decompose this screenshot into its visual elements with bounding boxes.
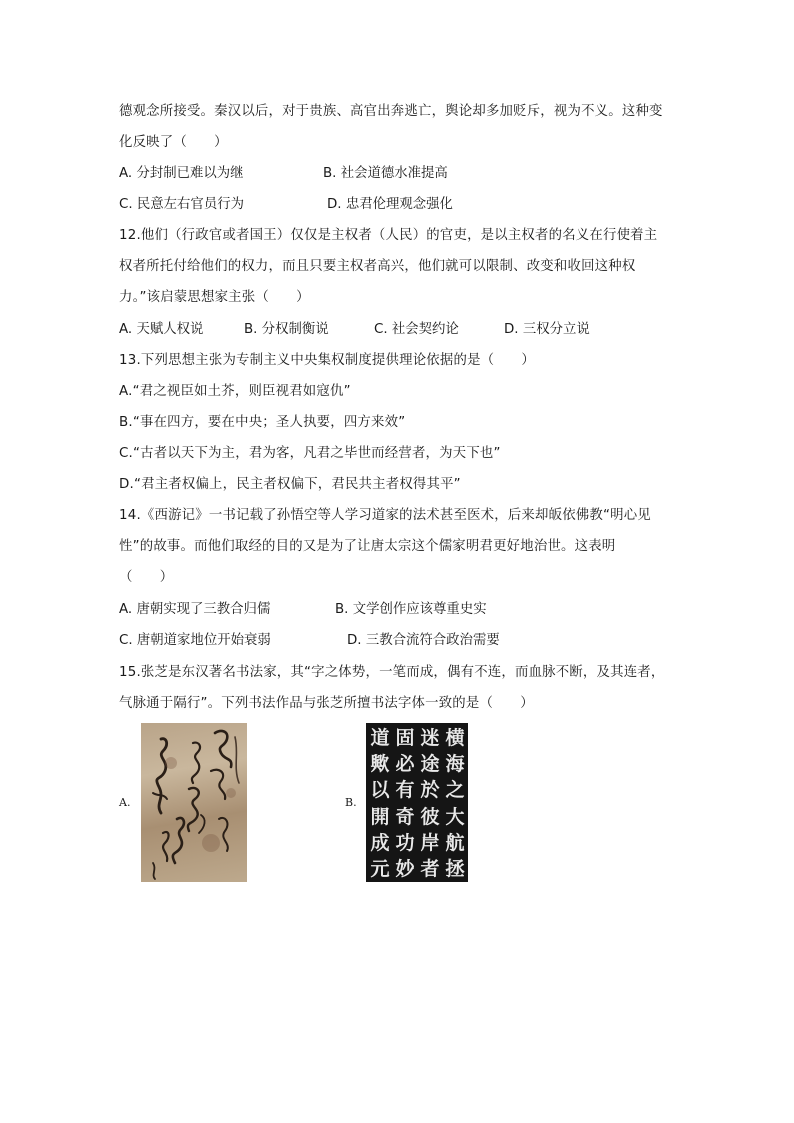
stele-character: 者	[420, 858, 440, 881]
stele-character: 有	[395, 779, 415, 802]
q14-text-line-2: 性”的故事。而他们取经的目的又是为了让唐太宗这个儒家明君更好地治世。这表明	[119, 539, 616, 554]
q12-option-c[interactable]: C. 社会契约论	[374, 322, 459, 337]
stele-character: 奇	[395, 805, 415, 828]
q13-option-c[interactable]: C.“古者以天下为主，君为客，凡君之毕世而经营者，为天下也”	[119, 446, 501, 461]
stele-column-1	[444, 725, 466, 882]
stele-character: 航	[445, 831, 465, 854]
stele-character: 開	[370, 805, 390, 828]
q15-text-line-1: 15.张芝是东汉著名书法家，其“字之体势，一笔而成，偶有不连，而血脉不断，及其连者，	[119, 665, 665, 680]
stele-character: 固	[395, 727, 415, 749]
stele-character: 功	[395, 831, 415, 854]
q14-option-b[interactable]: B. 文学创作应该尊重史实	[335, 602, 487, 617]
stele-character: 途	[420, 753, 440, 776]
q12-option-a[interactable]: A. 天赋人权说	[119, 322, 204, 337]
q12-option-d[interactable]: D. 三权分立说	[504, 322, 590, 337]
stele-character: 岸	[420, 831, 440, 854]
stele-character: 必	[395, 753, 415, 776]
q12-option-b[interactable]: B. 分权制衡说	[244, 322, 329, 337]
cursive-calligraphy-image[interactable]	[141, 723, 247, 882]
q14-option-d[interactable]: D. 三教合流符合政治需要	[347, 633, 500, 648]
stele-column-3	[394, 725, 416, 882]
stele-character: 於	[420, 779, 440, 802]
stele-character: 道	[370, 727, 390, 749]
q11-option-c[interactable]: C. 民意左右官员行为	[119, 197, 244, 212]
stele-character: 成	[370, 831, 390, 854]
stele-character: 之	[445, 779, 465, 802]
q13-option-a[interactable]: A.“君之视臣如土芥，则臣视君如寇仇”	[119, 384, 351, 399]
stele-character: 拯	[445, 858, 465, 881]
q11-text-line-1: 德观念所接受。秦汉以后，对于贵族、高官出奔逃亡，舆论却多加贬斥，视为不义。这种变	[119, 104, 663, 119]
stele-character: 大	[445, 805, 465, 828]
stele-character: 海	[445, 753, 465, 776]
q14-option-c[interactable]: C. 唐朝道家地位开始衰弱	[119, 633, 271, 648]
q11-option-d[interactable]: D. 忠君伦理观念强化	[327, 197, 453, 212]
stele-character: 元	[370, 858, 390, 881]
q15-option-a-label[interactable]: A.	[119, 796, 131, 809]
q15-option-b-label[interactable]: B.	[345, 796, 357, 809]
q13-option-d[interactable]: D.“君主者权偏上，民主者权偏下，君民共主者权得其平”	[119, 477, 461, 492]
stele-column-4	[369, 725, 391, 882]
stele-character: 歟	[370, 753, 390, 776]
cursive-strokes	[141, 723, 247, 882]
stele-character: 横	[445, 727, 465, 749]
q14-option-a[interactable]: A. 唐朝实现了三教合归儒	[119, 602, 271, 617]
q15-text-line-2: 气脉通于隔行”。下列书法作品与张芝所擅书法字体一致的是（ ）	[119, 696, 534, 711]
q11-option-b[interactable]: B. 社会道德水准提高	[323, 166, 448, 181]
q12-text-line-1: 12.他们（行政官或者国王）仅仅是主权者（人民）的官吏，是以主权者的名义在行使着主	[119, 228, 658, 243]
q14-text-line-1: 14.《西游记》一书记载了孙悟空等人学习道家的法术甚至医术，后来却皈依佛教“明心见	[119, 508, 651, 523]
stele-character: 妙	[395, 858, 415, 881]
stele-character: 彼	[420, 805, 440, 828]
q13-option-b[interactable]: B.“事在四方，要在中央；圣人执要，四方来效”	[119, 415, 406, 430]
stele-column-2	[419, 725, 441, 882]
q13-text: 13.下列思想主张为专制主义中央集权制度提供理论依据的是（ ）	[119, 353, 536, 368]
q12-text-line-3: 力。”该启蒙思想家主张（ ）	[119, 290, 310, 305]
q14-text-line-3: （ ）	[119, 570, 174, 585]
q11-text-line-2: 化反映了（ ）	[119, 135, 228, 150]
regular-script-stele-image[interactable]	[366, 723, 468, 882]
q11-option-a[interactable]: A. 分封制已难以为继	[119, 166, 244, 181]
q12-text-line-2: 权者所托付给他们的权力，而且只要主权者高兴，他们就可以限制、改变和收回这种权	[119, 259, 636, 274]
stele-character: 迷	[420, 727, 440, 749]
stele-character: 以	[370, 779, 390, 802]
